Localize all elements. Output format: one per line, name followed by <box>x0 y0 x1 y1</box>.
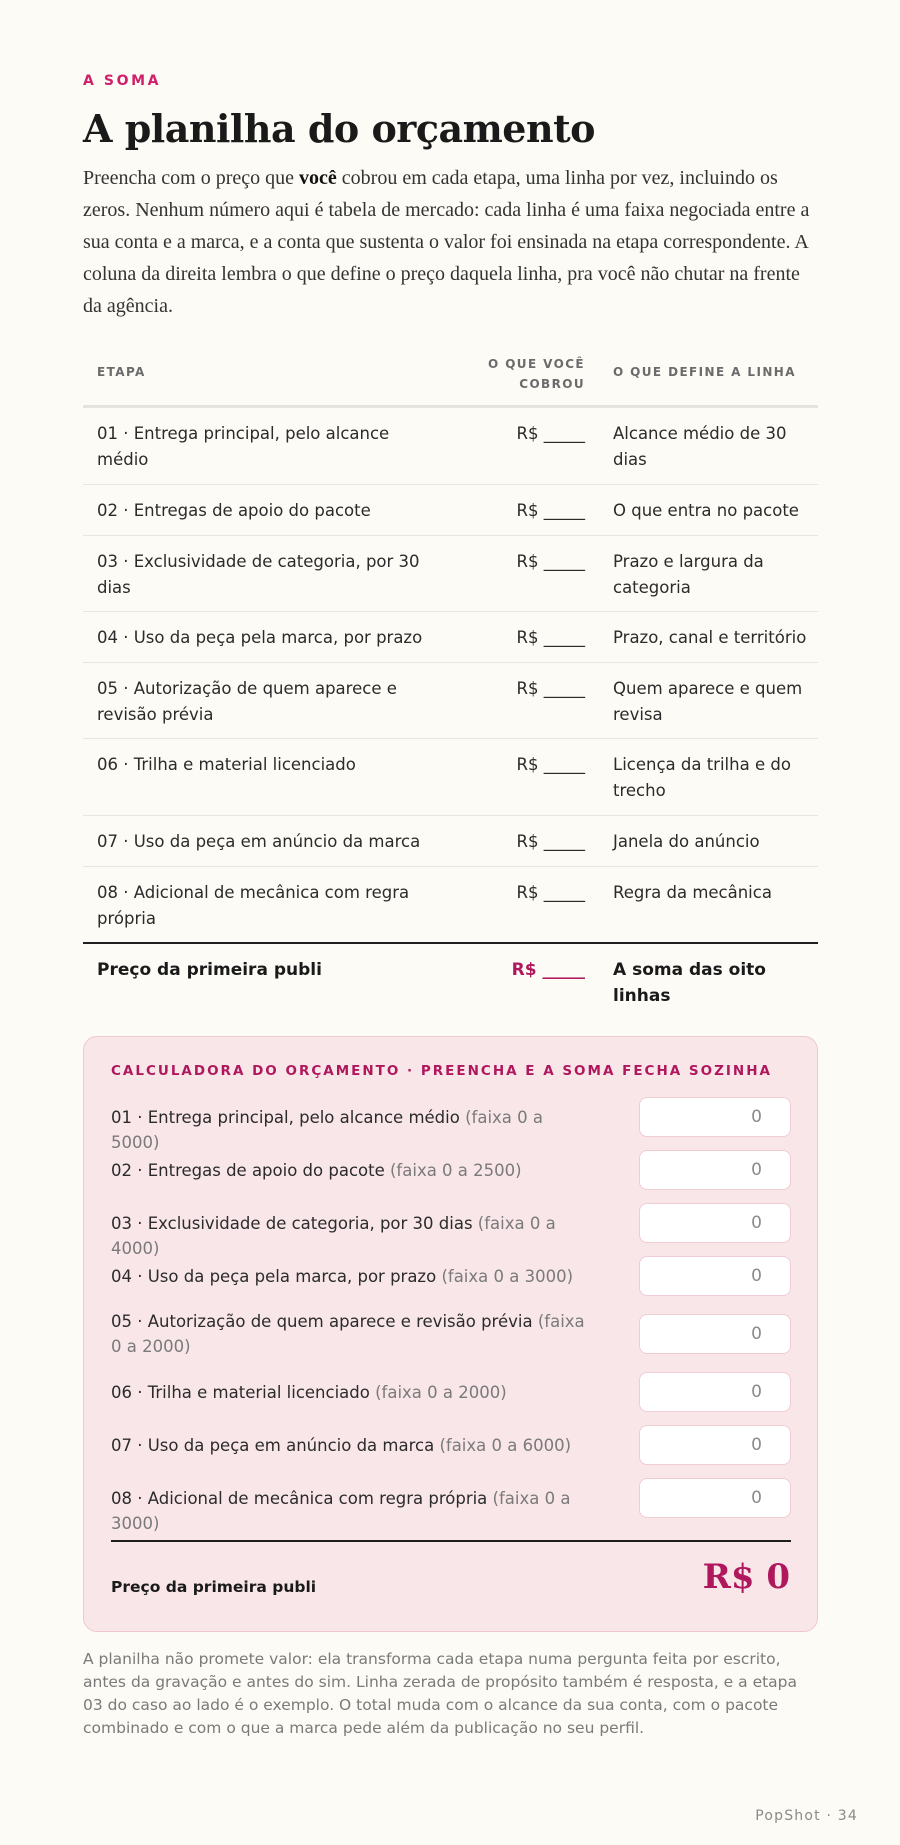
row-define: Licença da trilha e do trecho <box>613 755 791 800</box>
budget-calculator <box>83 1036 818 1632</box>
calculator-row-label <box>111 1211 596 1261</box>
column-header-cobrou-line2: COBROU <box>519 377 585 391</box>
calculator-divider <box>111 1540 791 1542</box>
row-label-text: 03 · Exclusividade de categoria, por 30 dias <box>111 1214 473 1233</box>
amount-input[interactable]: 0 <box>639 1203 791 1243</box>
row-cobrou-blank: R$ _____ <box>516 501 585 520</box>
row-define: Regra da mecânica <box>613 883 772 902</box>
row-define: Janela do anúncio <box>613 832 760 851</box>
page-footer: PopShot · 34 <box>755 1808 858 1824</box>
table-row <box>83 739 818 816</box>
table-row <box>83 612 818 663</box>
row-label-text: 08 · Adicional de mecânica com regra própria <box>111 1489 488 1508</box>
row-define: O que entra no pacote <box>613 501 799 520</box>
total-define: A soma das oito linhas <box>613 960 766 1006</box>
calculator-total-value: R$ 0 <box>702 1557 790 1597</box>
row-etapa: 03 · Exclusividade de categoria, por 30 dias <box>97 552 420 597</box>
calculator-heading: CALCULADORA DO ORÇAMENTO · PREENCHA E A SOMA FECHA SOZINHA <box>111 1063 772 1079</box>
calculator-row <box>111 1425 791 1467</box>
row-etapa: 05 · Autorização de quem aparece e revisão prévia <box>97 679 397 724</box>
intro-emphasis: você <box>299 167 337 189</box>
total-cobrou-blank: R$ _____ <box>511 960 585 980</box>
range-hint: (faixa 0 a 3000) <box>111 1489 571 1533</box>
table-row <box>83 485 818 536</box>
row-etapa: 07 · Uso da peça em anúncio da marca <box>97 832 421 851</box>
row-label-text: 02 · Entregas de apoio do pacote <box>111 1161 385 1180</box>
row-label-text: 05 · Autorização de quem aparece e revisão prévia <box>111 1312 533 1331</box>
row-etapa: 04 · Uso da peça pela marca, por prazo <box>97 628 423 647</box>
row-cobrou-blank: R$ _____ <box>516 679 585 698</box>
calculator-row <box>111 1150 791 1192</box>
row-label-text: 07 · Uso da peça em anúncio da marca <box>111 1436 435 1455</box>
range-hint: (faixa 0 a 6000) <box>439 1436 572 1455</box>
range-hint: (faixa 0 a 2000) <box>111 1312 585 1356</box>
row-label-text: 06 · Trilha e material licenciado <box>111 1383 370 1402</box>
table-row <box>83 536 818 612</box>
row-cobrou-blank: R$ _____ <box>516 424 585 443</box>
calculator-row-label <box>111 1264 596 1289</box>
calculator-row <box>111 1314 791 1356</box>
table-row <box>83 816 818 867</box>
table-row <box>83 663 818 739</box>
section-kicker: A SOMA <box>83 73 162 89</box>
calculator-row <box>111 1097 791 1152</box>
row-cobrou-blank: R$ _____ <box>516 832 585 851</box>
row-define: Prazo, canal e território <box>613 628 807 647</box>
calculator-row-label <box>111 1380 596 1405</box>
page-title: A planilha do orçamento <box>83 106 596 151</box>
calculator-row-label <box>111 1486 596 1536</box>
row-etapa: 01 · Entrega principal, pelo alcance médio <box>97 424 390 469</box>
amount-input[interactable]: 0 <box>639 1314 791 1354</box>
total-label: Preço da primeira publi <box>97 960 322 980</box>
table-row <box>83 408 818 485</box>
calculator-row <box>111 1478 791 1533</box>
column-header-cobrou <box>445 354 585 394</box>
calculator-row-label <box>111 1105 596 1155</box>
calculator-row-label <box>111 1309 596 1359</box>
range-hint: (faixa 0 a 2500) <box>390 1161 522 1180</box>
table-total-row <box>83 942 818 1014</box>
range-hint: (faixa 0 a 4000) <box>111 1214 556 1258</box>
footnote: A planilha não promete valor: ela transforma cada etapa numa pergunta feita por escrito, antes da gravação e antes do sim. Linha zerada de propósito também é resposta, e a etapa 03 do caso ao lado é o exemplo. O total muda com o alcance da sua conta, com o pacote combinado e com o que a marca pede além da publicação no seu perfil. <box>83 1650 798 1737</box>
amount-input[interactable]: 0 <box>639 1150 791 1190</box>
range-hint: (faixa 0 a 2000) <box>375 1383 507 1402</box>
row-define: Prazo e largura da categoria <box>613 552 764 597</box>
column-header-etapa: ETAPA <box>97 365 146 379</box>
row-label-text: 01 · Entrega principal, pelo alcance médio <box>111 1108 460 1127</box>
table-row <box>83 867 818 942</box>
row-cobrou-blank: R$ _____ <box>516 628 585 647</box>
calculator-row <box>111 1256 791 1298</box>
calculator-row <box>111 1372 791 1414</box>
row-cobrou-blank: R$ _____ <box>516 883 585 902</box>
calculator-row <box>111 1203 791 1258</box>
row-cobrou-blank: R$ _____ <box>516 755 585 774</box>
row-define: Quem aparece e quem revisa <box>613 679 803 724</box>
row-etapa: 06 · Trilha e material licenciado <box>97 755 356 774</box>
amount-input[interactable]: 0 <box>639 1478 791 1518</box>
row-define: Alcance médio de 30 dias <box>613 424 787 469</box>
row-label-text: 04 · Uso da peça pela marca, por prazo <box>111 1267 437 1286</box>
budget-table <box>83 343 818 1014</box>
calculator-row-label <box>111 1433 596 1458</box>
amount-input[interactable]: 0 <box>639 1256 791 1296</box>
amount-input[interactable]: 0 <box>639 1097 791 1137</box>
calculator-row-label <box>111 1158 596 1183</box>
column-header-cobrou-line1: O QUE VOCÊ <box>488 357 585 371</box>
range-hint: (faixa 0 a 3000) <box>441 1267 574 1286</box>
row-etapa: 08 · Adicional de mecânica com regra própria <box>97 883 410 928</box>
column-header-define: O QUE DEFINE A LINHA <box>613 365 796 379</box>
row-etapa: 02 · Entregas de apoio do pacote <box>97 501 371 520</box>
amount-input[interactable]: 0 <box>639 1372 791 1412</box>
row-cobrou-blank: R$ _____ <box>516 552 585 571</box>
intro-text-start: Preencha com o preço que <box>83 167 300 189</box>
table-header <box>83 343 818 408</box>
intro-text-end: cobrou em cada etapa, uma linha por vez, incluindo os zeros. Nenhum número aqui é tabela de mercado: cada linha é uma faixa negociada entre a sua conta e a marca, e a conta que sustenta o valor foi ensinada na etapa correspondente. A coluna da direita lembra o que define o preço daquela linha, pra você não chutar na frente da agência. <box>83 167 810 317</box>
amount-input[interactable]: 0 <box>639 1425 791 1465</box>
range-hint: (faixa 0 a 5000) <box>111 1108 544 1152</box>
calculator-total-label: Preço da primeira publi <box>111 1578 317 1596</box>
intro-paragraph <box>83 162 818 322</box>
